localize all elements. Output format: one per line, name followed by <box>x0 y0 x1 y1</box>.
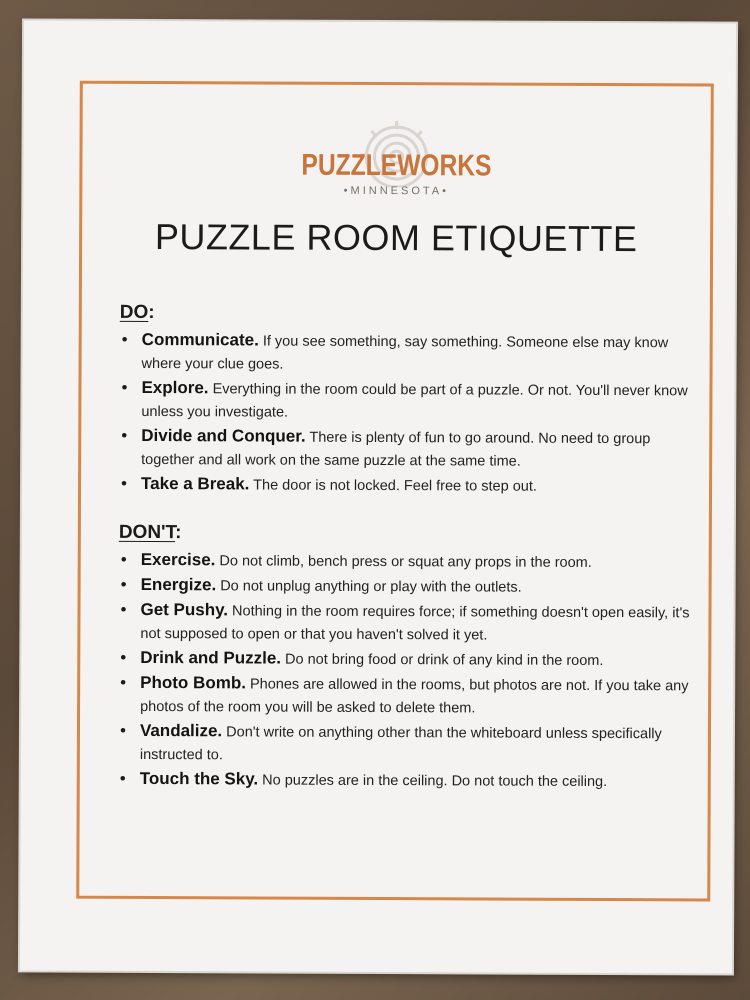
do-list-item <box>117 424 697 475</box>
item-term: Divide and Conquer. <box>141 425 306 446</box>
item-description: Don't write on anything other than the whiteboard unless specifically instructed to. <box>139 724 662 764</box>
item-term: Drink and Puzzle. <box>140 647 282 668</box>
brand-name: PUZZLEWORKS <box>301 148 492 183</box>
item-description: Do not bring food or drink of any kind in the room. <box>281 651 604 669</box>
item-description: There is plenty of fun to go around. No need to group together and all work on the same puzzle at the same time. <box>141 429 651 470</box>
do-list-item <box>118 328 698 379</box>
item-description: Everything in the room could be part of a puzzle. Or not. You'll never know unless you investigate. <box>141 381 688 421</box>
item-description: Do not climb, bench press or squat any props in the room. <box>215 553 592 571</box>
item-term: Take a Break. <box>141 473 250 494</box>
do-list-item <box>117 472 697 500</box>
page-title: PUZZLE ROOM ETIQUETTE <box>154 216 638 260</box>
dont-list <box>116 548 697 795</box>
dont-heading: DON'T: <box>118 521 182 544</box>
item-term: Touch the Sky. <box>139 768 259 789</box>
item-description: If you see something, say something. Someone else may know where your clue goes. <box>141 333 669 373</box>
laminated-sign <box>20 20 736 973</box>
dont-list-item <box>116 671 696 722</box>
dont-list-item <box>116 719 696 770</box>
do-heading: DO: <box>119 301 155 324</box>
item-description: Phones are allowed in the rooms, but photos are not. If you take any photos of the room you will be asked to delete them. <box>140 676 689 717</box>
item-term: Get Pushy. <box>140 599 229 620</box>
orange-border-frame <box>76 81 714 902</box>
dont-list-item <box>116 767 696 795</box>
item-term: Photo Bomb. <box>140 672 246 693</box>
item-term: Explore. <box>141 377 209 398</box>
item-term: Energize. <box>140 574 217 595</box>
item-description: The door is not locked. Feel free to step out. <box>249 477 537 495</box>
dont-list-item <box>117 573 697 601</box>
item-term: Exercise. <box>140 549 216 570</box>
do-list-item <box>117 376 697 427</box>
item-description: Nothing in the room requires force; if something doesn't open easily, it's not supposed to open or that you haven't solved it yet. <box>140 603 690 644</box>
item-description: No puzzles are in the ceiling. Do not touch the ceiling. <box>258 772 608 791</box>
dont-list-item <box>117 548 697 576</box>
item-description: Do not unplug anything or play with the outlets. <box>216 578 522 596</box>
dont-list-item <box>116 646 696 674</box>
brand-location: •MINNESOTA• <box>343 184 450 198</box>
dont-list-item <box>116 598 696 649</box>
item-term: Communicate. <box>141 329 259 350</box>
do-list <box>117 328 698 500</box>
item-term: Vandalize. <box>139 720 223 741</box>
